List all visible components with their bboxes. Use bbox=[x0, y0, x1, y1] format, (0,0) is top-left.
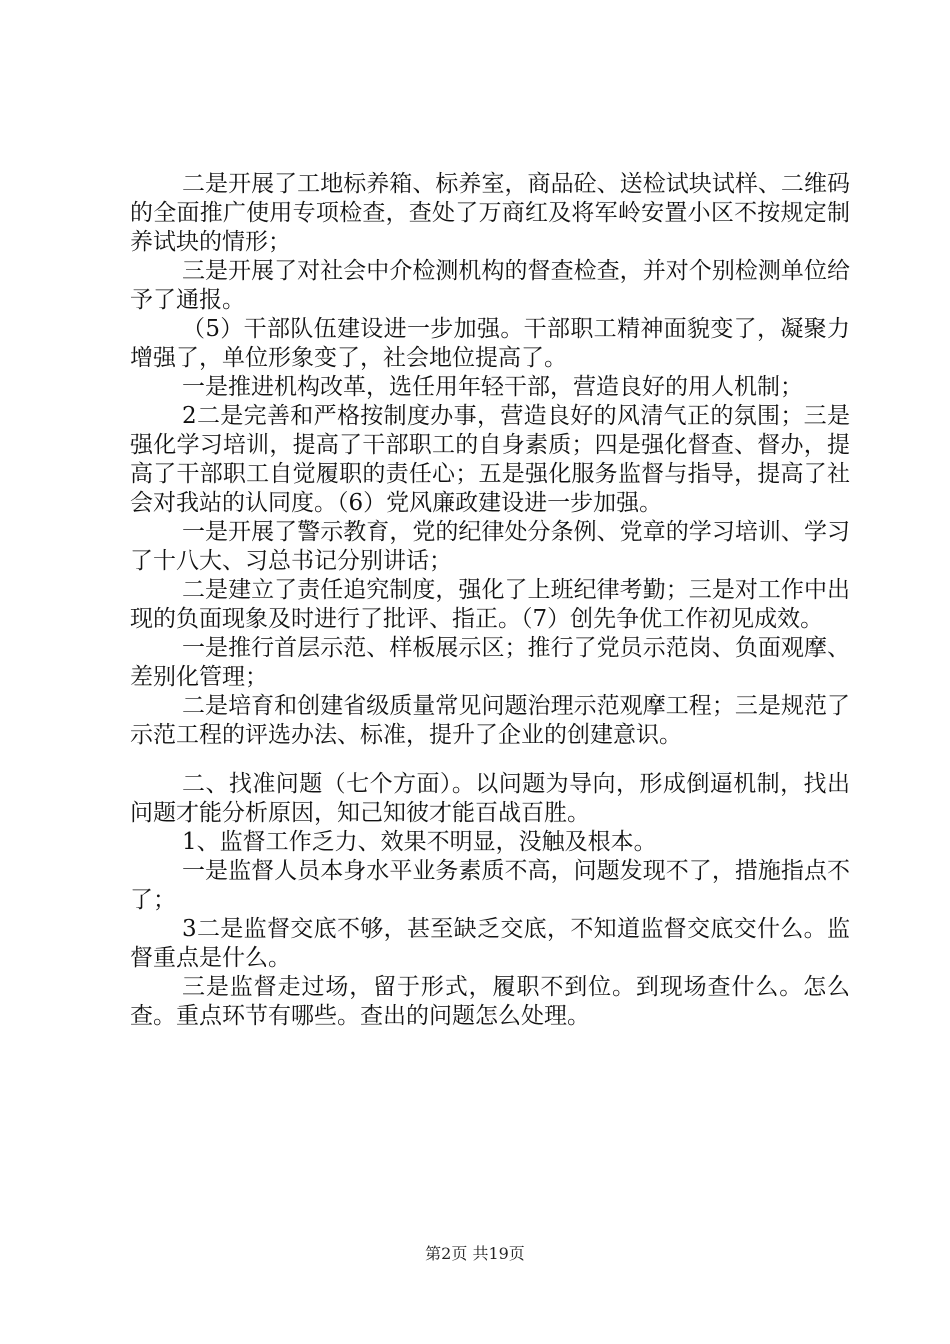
paragraph: 3二是监督交底不够，甚至缺乏交底，不知道监督交底交什么。监督重点是什么。 bbox=[130, 916, 850, 971]
paragraph: 一是推进机构改革，选任用年轻干部，营造良好的用人机制； bbox=[182, 374, 803, 400]
body-text bbox=[130, 170, 850, 1031]
paragraph: 一是推行首层示范、样板展示区；推行了党员示范岗、负面观摩、差别化管理； bbox=[130, 635, 850, 690]
paragraph: 二是开展了工地标养箱、标养室，商品砼、送检试块试样、二维码的全面推广使用专项检查，查处了万商红及将军岭安置小区不按规定制养试块的情形； bbox=[130, 171, 850, 255]
paragraph: （5）干部队伍建设进一步加强。干部职工精神面貌变了，凝聚力增强了，单位形象变了，社会地位提高了。 bbox=[130, 316, 850, 371]
paragraph: 三是监督走过场，留于形式，履职不到位。到现场查什么。怎么查。重点环节有哪些。查出的问题怎么处理。 bbox=[130, 974, 850, 1029]
paragraph: 一是监督人员本身水平业务素质不高，问题发现不了，措施指点不了； bbox=[130, 858, 850, 913]
page-footer: 第2页 共19页 bbox=[425, 1244, 525, 1263]
section-heading-paragraph: 二、找准问题（七个方面）。以问题为导向，形成倒逼机制，找出问题才能分析原因，知己知彼才能百战百胜。 bbox=[130, 771, 850, 826]
paragraph: 一是开展了警示教育，党的纪律处分条例、党章的学习培训、学习了十八大、习总书记分别讲话； bbox=[130, 519, 850, 574]
paragraph: 1、监督工作乏力、效果不明显，没触及根本。 bbox=[182, 829, 657, 855]
paragraph: 二是培育和创建省级质量常见问题治理示范观摩工程；三是规范了示范工程的评选办法、标准，提升了企业的创建意识。 bbox=[130, 693, 850, 748]
paragraph: 三是开展了对社会中介检测机构的督查检查，并对个别检测单位给予了通报。 bbox=[130, 258, 850, 313]
paragraph: 二是建立了责任追究制度，强化了上班纪律考勤；三是对工作中出现的负面现象及时进行了批评、指正。（7）创先争优工作初见成效。 bbox=[130, 577, 850, 632]
paragraph: 2二是完善和严格按制度办事，营造良好的风清气正的氛围；三是强化学习培训，提高了干部职工的自身素质；四是强化督查、督办，提高了干部职工自觉履职的责任心；五是强化服务监督与指导，提高了社会对我站的认同度。（6）党风廉政建设进一步加强。 bbox=[130, 403, 850, 516]
